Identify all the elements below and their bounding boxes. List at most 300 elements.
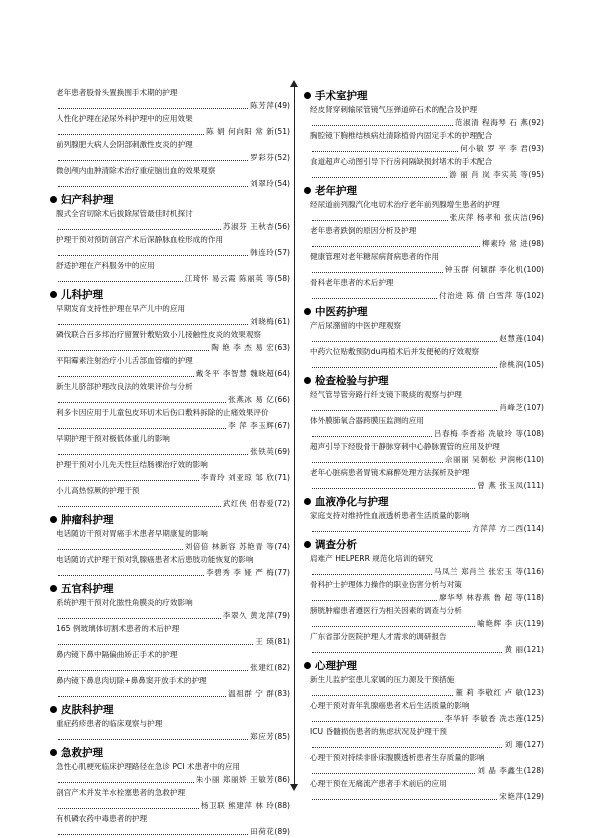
bullet-icon xyxy=(50,585,57,592)
dot-leader xyxy=(312,652,502,653)
entry-byline xyxy=(56,220,290,233)
entry-title: 重症药疹患者的临床观察与护理 xyxy=(56,719,163,728)
toc-entry[interactable] xyxy=(50,648,290,674)
entry-page-number: (88) xyxy=(274,801,290,810)
entry-authors: 游 丽 肖 岚 李实英 等 xyxy=(449,170,529,179)
entry-authors: 刘倍倍 林新容 苏艳青 等 xyxy=(184,542,275,551)
entry-byline xyxy=(310,332,544,345)
dot-leader xyxy=(312,367,497,368)
entry-page-number: (116) xyxy=(523,567,544,576)
section-heading xyxy=(304,88,544,103)
toc-section xyxy=(50,287,290,510)
entry-authors: 陈芳萍 xyxy=(250,101,275,110)
toc-entry[interactable] xyxy=(50,717,290,743)
toc-entry[interactable] xyxy=(304,604,544,630)
entry-byline xyxy=(56,799,290,812)
entry-title: 健康管理对老年糖尿病肾病患者的作用 xyxy=(310,252,440,261)
dot-leader xyxy=(312,574,432,575)
entry-authors: 朱小丽 郑丽娇 王敏芳 xyxy=(195,775,275,784)
entry-byline xyxy=(310,712,544,725)
dot-leader xyxy=(312,747,502,748)
entry-title: 老年患者跌倒的原因分析及护理 xyxy=(310,226,417,235)
entry-authors: 温祖群 宁 群 xyxy=(228,689,275,698)
toc-entry[interactable] xyxy=(50,354,290,380)
entry-byline xyxy=(56,661,290,674)
section-heading-text: 中医药护理 xyxy=(315,306,368,318)
toc-entry[interactable] xyxy=(304,155,544,181)
entry-byline xyxy=(310,263,544,276)
entry-title: 肩难产 HELPERR 规范化培训的研究 xyxy=(310,554,434,563)
dot-leader xyxy=(58,808,199,809)
entry-byline xyxy=(310,790,544,803)
toc-entry[interactable] xyxy=(304,777,544,803)
entry-byline xyxy=(56,315,290,328)
toc-entry[interactable] xyxy=(304,250,544,276)
entry-title: 利多卡因应用于儿童包皮环切术后伤口敷料拆除的止痛效果评价 xyxy=(56,408,269,417)
entry-page-number: (71) xyxy=(274,473,290,482)
entry-page-number: (92) xyxy=(528,118,544,127)
entry-page-number: (51) xyxy=(274,127,290,136)
entry-page-number: (57) xyxy=(274,248,290,257)
section-heading-text: 妇产科护理 xyxy=(61,194,114,206)
section-heading xyxy=(50,192,290,207)
entry-authors: 黄 丽 xyxy=(504,645,524,654)
entry-byline xyxy=(310,237,544,250)
entry-page-number: (104) xyxy=(523,334,544,343)
entry-title: 微创颅内血肿清除术治疗重症脑出血的效果观察 xyxy=(56,166,216,175)
entry-title: 产后尿潴留的中医护理观察 xyxy=(310,321,402,330)
entry-authors: 刘晓梅 xyxy=(250,317,275,326)
entry-page-number: (96) xyxy=(528,213,544,222)
toc-section xyxy=(50,86,290,190)
dot-leader xyxy=(58,739,248,740)
entry-title: 剖宫产术并发羊水栓塞患者的急救护理 xyxy=(56,788,186,797)
section-heading xyxy=(50,702,290,717)
dot-leader xyxy=(58,506,221,507)
entry-title: 鼻内镜下鼻息肉切除+鼻鼻窦开放手术的护理 xyxy=(56,676,207,685)
entry-title: 磷伐联合百多邦治疗留置针敷贴致小儿接触性皮炎的效果观察 xyxy=(56,330,262,339)
entry-authors: 韩连玲 xyxy=(250,248,275,257)
toc-entry[interactable] xyxy=(304,440,544,466)
entry-byline xyxy=(56,445,290,458)
dot-leader xyxy=(312,125,453,126)
entry-authors: 张铁英 xyxy=(250,447,275,456)
bullet-icon xyxy=(50,516,57,523)
toc-entry[interactable] xyxy=(304,751,544,777)
entry-title: 老年心脏病患者胃镜术麻醉处理方法探析及护理 xyxy=(310,468,470,477)
dot-leader xyxy=(58,108,248,109)
entry-title: 经尿道前列腺汽化电切术治疗老年前列腺增生患者的护理 xyxy=(310,200,500,209)
toc-entry[interactable] xyxy=(304,673,544,699)
entry-byline xyxy=(56,635,290,648)
entry-authors: 徐桃润 xyxy=(499,360,524,369)
entry-byline xyxy=(56,825,290,838)
entry-byline xyxy=(56,540,290,553)
entry-page-number: (64) xyxy=(274,369,290,378)
entry-title: 系统护理干预对化脓性角膜炎的疗效影响 xyxy=(56,598,193,607)
entry-byline xyxy=(56,367,290,380)
toc-section xyxy=(304,88,544,181)
entry-page-number: (81) xyxy=(274,637,290,646)
entry-title: 电话随访干预对胃癌手术患者早期康复的影响 xyxy=(56,529,208,538)
toc-entry[interactable] xyxy=(304,552,544,578)
bullet-icon xyxy=(50,706,57,713)
dot-leader xyxy=(58,454,248,455)
entry-authors: 方萍萍 方二西 xyxy=(472,524,524,533)
entry-byline xyxy=(56,497,290,510)
entry-byline xyxy=(56,566,290,579)
dot-leader xyxy=(58,281,183,282)
entry-page-number: (119) xyxy=(523,619,544,628)
entry-title: 骨科护士护理体力操作的职业伤害分析与对策 xyxy=(310,580,462,589)
entry-byline xyxy=(56,687,290,700)
entry-page-number: (98) xyxy=(528,239,544,248)
entry-byline xyxy=(310,116,544,129)
section-heading xyxy=(304,373,544,388)
entry-authors: 肖峰芝 xyxy=(499,403,524,412)
section-heading xyxy=(50,581,290,596)
entry-title: 心理干预在无痛流产患者手术前后的应用 xyxy=(310,779,447,788)
toc-entry[interactable] xyxy=(304,198,544,224)
toc-entry[interactable] xyxy=(50,596,290,622)
entry-authors: 陶 艳 李 杰 易 宏 xyxy=(211,343,275,352)
toc-entry[interactable] xyxy=(50,786,290,812)
divider-arrow-down-icon xyxy=(290,784,298,791)
section-heading-text: 手术室护理 xyxy=(315,90,368,102)
toc-entry[interactable] xyxy=(50,812,290,838)
entry-page-number: (72) xyxy=(274,499,290,508)
entry-page-number: (77) xyxy=(274,568,290,577)
entry-title: 鼻内镜下鼻中隔偏曲矫正手术的护理 xyxy=(56,650,178,659)
entry-byline xyxy=(56,609,290,622)
entry-title: 食道超声心动图引导下行房间隔缺损封堵术的手术配合 xyxy=(310,157,493,166)
entry-title: 骨科老年患者的术后护理 xyxy=(310,278,394,287)
entry-byline xyxy=(56,773,290,786)
bullet-icon xyxy=(304,662,311,669)
entry-byline xyxy=(310,738,544,751)
section-heading-text: 老年护理 xyxy=(315,185,357,197)
toc-entry[interactable] xyxy=(304,129,544,155)
section-heading xyxy=(304,658,544,673)
entry-page-number: (111) xyxy=(523,481,544,490)
entry-page-number: (49) xyxy=(274,101,290,110)
section-heading-text: 心理护理 xyxy=(315,660,357,672)
toc-entry[interactable] xyxy=(50,259,290,285)
entry-authors: 柳素玲 常 进 xyxy=(482,239,529,248)
dot-leader xyxy=(58,480,199,481)
entry-authors: 苏淑芬 王秋杏 xyxy=(222,222,275,231)
dot-leader xyxy=(58,834,248,835)
entry-authors: 付治进 陈 倩 白雪萍 等 xyxy=(439,291,524,300)
dot-leader xyxy=(312,220,448,221)
section-heading xyxy=(304,304,544,319)
entry-byline xyxy=(310,401,544,414)
dot-leader xyxy=(312,799,497,800)
toc-entry[interactable] xyxy=(304,414,544,440)
dot-leader xyxy=(312,488,475,489)
entry-page-number: (107) xyxy=(523,403,544,412)
toc-entry[interactable] xyxy=(50,138,290,164)
dot-leader xyxy=(58,402,226,403)
toc-section xyxy=(50,745,290,838)
entry-title: 舒适护理在产科服务中的应用 xyxy=(56,261,155,270)
entry-title: 前列腺肥大病人会阴部刺激性皮炎的护理 xyxy=(56,140,193,149)
entry-title: 早期护理干预对极低体重儿的影响 xyxy=(56,434,170,443)
entry-authors: 王 瑛 xyxy=(255,637,275,646)
entry-page-number: (102) xyxy=(523,291,544,300)
dot-leader xyxy=(58,782,194,783)
toc-entry[interactable] xyxy=(50,622,290,648)
entry-page-number: (82) xyxy=(274,663,290,672)
entry-title: 老年患者股骨头置换围手术期的护理 xyxy=(56,88,178,97)
entry-authors: 杨卫联 熊建萍 林 玲 xyxy=(200,801,275,810)
right-column xyxy=(304,86,544,803)
dot-leader xyxy=(312,626,475,627)
toc-entry[interactable] xyxy=(304,699,544,725)
toc-section xyxy=(304,373,544,492)
entry-page-number: (105) xyxy=(523,360,544,369)
toc-section xyxy=(50,702,290,743)
toc-entry[interactable] xyxy=(304,103,544,129)
entry-authors: 刘 晶 李鑫生 xyxy=(477,766,524,775)
entry-byline xyxy=(56,125,290,138)
entry-authors: 郑应芳 xyxy=(250,732,275,741)
toc-section xyxy=(304,658,544,803)
section-heading xyxy=(304,494,544,509)
entry-authors: 李 萍 李玉辉 xyxy=(228,421,275,430)
entry-title: 有机磷农药中毒患者的护理 xyxy=(56,814,148,823)
entry-title: 家庭支持对维持性血液透析患者生活质量的影响 xyxy=(310,511,470,520)
toc-entry[interactable] xyxy=(50,406,290,432)
entry-title: 电话随访式护理干预对乳腺癌患者术后患肢功能恢复的影响 xyxy=(56,555,254,564)
bullet-icon xyxy=(304,541,311,548)
bullet-icon xyxy=(304,92,311,99)
entry-authors: 何小敏 罗 平 李 君 xyxy=(460,144,529,153)
entry-title: 人性化护理在泌尿外科护理中的应用效果 xyxy=(56,114,193,123)
toc-entry[interactable] xyxy=(304,509,544,535)
dot-leader xyxy=(58,575,204,576)
entry-authors: 罗彩芬 xyxy=(250,153,275,162)
toc-entry[interactable] xyxy=(50,527,290,553)
entry-title: 165 例玻璃体切割术患者的术后护理 xyxy=(56,624,180,633)
toc-section xyxy=(304,304,544,371)
entry-title: 广东省部分医院护理人才需求的调研报告 xyxy=(310,632,447,641)
entry-byline xyxy=(310,211,544,224)
dot-leader xyxy=(312,272,443,273)
entry-byline xyxy=(310,643,544,656)
entry-page-number: (118) xyxy=(523,593,544,602)
toc-entry[interactable] xyxy=(304,578,544,604)
entry-title: 护理干预对预防剖宫产术后深静脉血栓形成的作用 xyxy=(56,235,224,244)
entry-title: 新生儿监护室患儿家属的压力源及干预措施 xyxy=(310,675,455,684)
entry-page-number: (79) xyxy=(274,611,290,620)
entry-title: 心理干预对持续非卧床腹膜透析患者生存质量的影响 xyxy=(310,753,485,762)
entry-title: 平阳霉素注射治疗小儿舌部血管瘤的护理 xyxy=(56,356,193,365)
entry-title: 心理干预对青年乳腺癌患者术后生活质量的影响 xyxy=(310,701,470,710)
dot-leader xyxy=(312,695,453,696)
toc-entry[interactable] xyxy=(304,319,544,345)
entry-authors: 刘翠玲 xyxy=(250,179,275,188)
entry-page-number: (86) xyxy=(274,775,290,784)
entry-authors: 董 莉 李敬红 卢 敏 xyxy=(455,688,524,697)
dot-leader xyxy=(58,324,248,325)
dot-leader xyxy=(58,229,221,230)
entry-page-number: (123) xyxy=(523,688,544,697)
dot-leader xyxy=(58,428,226,429)
entry-authors: 李碧秀 李 娅 严 梅 xyxy=(206,568,275,577)
entry-authors: 李华轩 李敏香 冼志莲 xyxy=(444,714,524,723)
toc-entry[interactable] xyxy=(304,345,544,371)
dot-leader xyxy=(58,670,248,671)
dot-leader xyxy=(312,341,497,342)
bullet-icon xyxy=(304,308,311,315)
entry-byline xyxy=(310,142,544,155)
dot-leader xyxy=(312,246,480,247)
entry-byline xyxy=(56,151,290,164)
entry-page-number: (125) xyxy=(523,714,544,723)
bullet-icon xyxy=(304,187,311,194)
toc-entry[interactable] xyxy=(304,725,544,751)
dot-leader xyxy=(312,151,458,152)
toc-section xyxy=(304,494,544,535)
toc-entry[interactable] xyxy=(50,484,290,510)
entry-authors: 赵慧莲 xyxy=(499,334,524,343)
section-heading-text: 急救护理 xyxy=(61,747,103,759)
toc-section xyxy=(50,581,290,700)
entry-authors: 喻艳辉 李 庆 xyxy=(477,619,524,628)
entry-byline xyxy=(310,453,544,466)
entry-authors: 宋艳萍 xyxy=(499,792,524,801)
entry-page-number: (74) xyxy=(274,542,290,551)
entry-title: 体外膜肺氧合器跨膜压监测的应用 xyxy=(310,416,424,425)
toc-entry[interactable] xyxy=(50,328,290,354)
entry-title: 胸腔镜下胸椎结核病灶清除植骨内固定手术的护理配合 xyxy=(310,131,493,140)
dot-leader xyxy=(58,696,226,697)
entry-page-number: (108) xyxy=(523,429,544,438)
entry-byline xyxy=(56,272,290,285)
toc-entry[interactable] xyxy=(50,760,290,786)
toc-section xyxy=(304,537,544,656)
toc-section xyxy=(304,183,544,302)
entry-authors: 范淑清 程海琴 石 燕 xyxy=(454,118,529,127)
toc-entry[interactable] xyxy=(50,112,290,138)
left-column xyxy=(50,86,290,838)
toc-entry[interactable] xyxy=(50,302,290,328)
entry-byline xyxy=(56,246,290,259)
toc-entry[interactable] xyxy=(304,630,544,656)
entry-authors: 张建红 xyxy=(250,663,275,672)
entry-title: 急性心肌梗死临床护理路径在急诊 PCI 术患者中的应用 xyxy=(56,762,241,771)
entry-title: 护理干预对小儿先天性巨结肠裸治疗效的影响 xyxy=(56,460,208,469)
entry-byline xyxy=(56,341,290,354)
entry-byline xyxy=(56,99,290,112)
dot-leader xyxy=(58,350,209,351)
entry-authors: 张燕冰 易 亿 xyxy=(228,395,275,404)
entry-title: 膀胱肿瘤患者遵医行为相关因素的调查与分析 xyxy=(310,606,462,615)
entry-byline xyxy=(310,427,544,440)
entry-authors: 佘丽丽 吴朝松 尹润彬 xyxy=(444,455,524,464)
entry-authors: 马凤兰 郑肖兰 张宏玉 等 xyxy=(433,567,524,576)
section-heading xyxy=(50,745,290,760)
entry-page-number: (121) xyxy=(523,645,544,654)
entry-page-number: (95) xyxy=(528,170,544,179)
entry-page-number: (63) xyxy=(274,343,290,352)
entry-byline xyxy=(310,617,544,630)
toc-entry[interactable] xyxy=(50,553,290,579)
entry-page-number: (85) xyxy=(274,732,290,741)
dot-leader xyxy=(58,618,221,619)
entry-page-number: (58) xyxy=(274,274,290,283)
toc-entry[interactable] xyxy=(50,380,290,406)
bullet-icon xyxy=(50,749,57,756)
entry-byline xyxy=(310,686,544,699)
entry-byline xyxy=(56,177,290,190)
toc-entry[interactable] xyxy=(304,466,544,492)
toc-entry[interactable] xyxy=(50,458,290,484)
entry-byline xyxy=(56,419,290,432)
section-heading-text: 调查分析 xyxy=(315,539,357,551)
dot-leader xyxy=(312,177,447,178)
toc-entry[interactable] xyxy=(50,233,290,259)
entry-title: 新生儿脐部护理改良法的效果评价与分析 xyxy=(56,382,193,391)
section-heading xyxy=(304,183,544,198)
entry-authors: 刘 珊 xyxy=(504,740,524,749)
toc-entry[interactable] xyxy=(304,388,544,414)
toc-entry[interactable] xyxy=(304,276,544,302)
section-heading-text: 五官科护理 xyxy=(61,583,114,595)
entry-byline xyxy=(310,522,544,535)
toc-entry[interactable] xyxy=(50,164,290,190)
entry-page-number: (89) xyxy=(274,827,290,836)
toc-entry[interactable] xyxy=(50,674,290,700)
entry-authors: 廖华琴 林春燕 鲁 超 等 xyxy=(439,593,524,602)
entry-page-number: (110) xyxy=(523,455,544,464)
entry-byline xyxy=(56,730,290,743)
dot-leader xyxy=(58,255,248,256)
entry-page-number: (52) xyxy=(274,153,290,162)
entry-title: 小儿高热惊厥的护理干预 xyxy=(56,486,140,495)
section-heading xyxy=(50,287,290,302)
entry-byline xyxy=(310,289,544,302)
dot-leader xyxy=(312,410,497,411)
entry-byline xyxy=(56,393,290,406)
dot-leader xyxy=(312,436,432,437)
entry-page-number: (66) xyxy=(274,395,290,404)
entry-page-number: (54) xyxy=(274,179,290,188)
dot-leader xyxy=(312,462,443,463)
section-heading-text: 检查检验与护理 xyxy=(315,375,389,387)
entry-page-number: (56) xyxy=(274,222,290,231)
toc-entry[interactable] xyxy=(50,432,290,458)
entry-authors: 武红侠 佀春爱 xyxy=(222,499,275,508)
entry-byline xyxy=(56,471,290,484)
toc-entry[interactable] xyxy=(50,86,290,112)
entry-title: 腹式全宫切除术后拔除尿管最佳时机探讨 xyxy=(56,209,193,218)
section-heading-text: 肿瘤科护理 xyxy=(61,514,114,526)
entry-byline xyxy=(310,591,544,604)
toc-entry[interactable] xyxy=(50,207,290,233)
toc-entry[interactable] xyxy=(304,224,544,250)
dot-leader xyxy=(58,160,248,161)
entry-byline xyxy=(310,764,544,777)
entry-byline xyxy=(310,565,544,578)
dot-leader xyxy=(312,773,475,774)
entry-authors: 钟玉群 何颖群 李化机 xyxy=(444,265,524,274)
dot-leader xyxy=(312,298,437,299)
entry-title: 超声引导下经股骨干静脉穿刺中心静脉置管的应用及护理 xyxy=(310,442,500,451)
entry-authors: 吕春梅 李香裕 冼敏玲 等 xyxy=(433,429,524,438)
section-heading-text: 皮肤科护理 xyxy=(61,704,114,716)
